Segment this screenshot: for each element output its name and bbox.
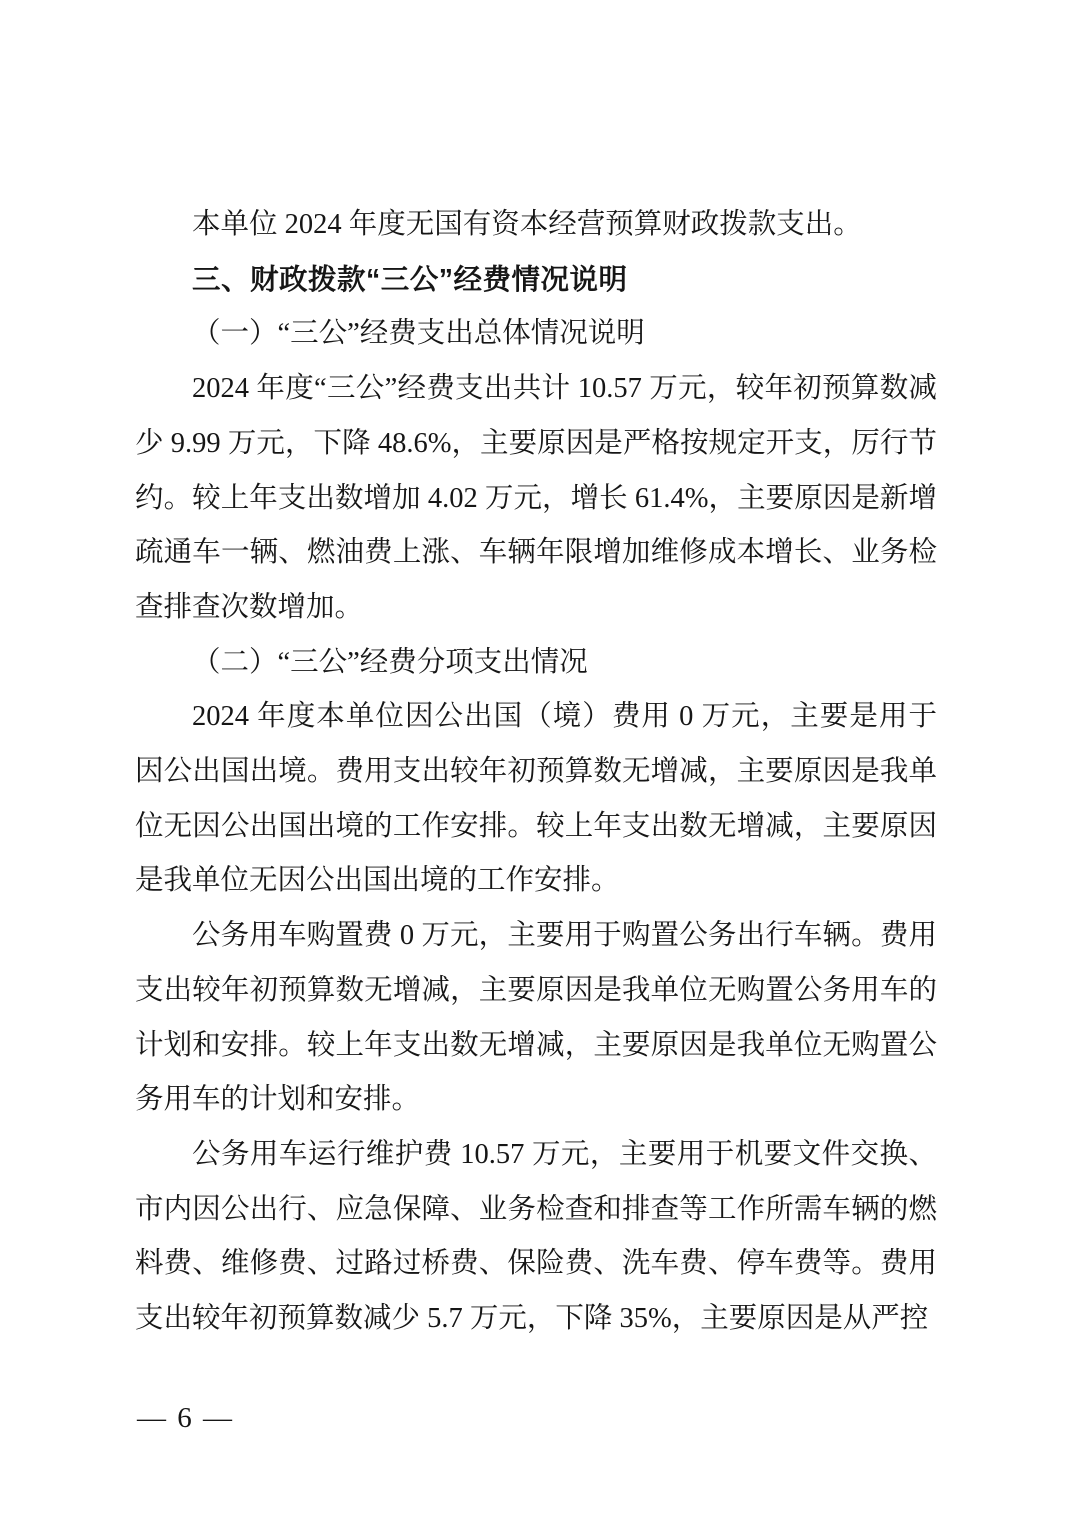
paragraph-overseas-travel-expense: 2024 年度本单位因公出国（境）费用 0 万元，主要是用于因公出国出境。费用支出较年初预算数无增减，主要原因是我单位无因公出国出境的工作安排。较上年支出数无增减，主要原因是我单位无因公出国出境的工作安排。 [135,701,937,897]
paragraph-vehicle-maintenance-expense: 公务用车运行维护费 10.57 万元，主要用于机要文件交换、市内因公出行、应急保障、业务检查和排查等工作所需车辆的燃料费、维修费、过路过桥费、保险费、洗车费、停车费等。费用支出较年初预算数减少 5.7 万元，下降 35%，主要原因是从严控 [135,1138,937,1335]
subsection-heading-itemized-expenditure: （二）“三公”经费分项支出情况 [192,646,588,678]
paragraph-no-state-capital-expenditure: 本单位 2024 年度无国有资本经营预算财政拨款支出。 [192,209,862,240]
document-body [135,198,937,1347]
section-heading-three-public-funds: 三、财政拨款“三公”经费情况说明 [192,263,628,296]
paragraph-vehicle-purchase-expense: 公务用车购置费 0 万元，主要用于购置公务出行车辆。费用支出较年初预算数无增减，主要原因是我单位无购置公务用车的计划和安排。较上年支出数无增减，主要原因是我单位无购置公务用车的计划和安排。 [135,920,937,1116]
subsection-heading-overall-expenditure: （一）“三公”经费支出总体情况说明 [192,318,645,350]
page-number: — 6 — [137,1402,234,1434]
paragraph-total-expenditure: 2024 年度“三公”经费支出共计 10.57 万元，较年初预算数减少 9.99 万元，下降 48.6%，主要原因是严格按规定开支，厉行节约。较上年支出数增加 4.02 万元，增长 61.4%，主要原因是新增疏通车一辆、燃油费上涨、车辆年限增加维修成本增长、业务检查排查次数增加。 [135,373,937,623]
